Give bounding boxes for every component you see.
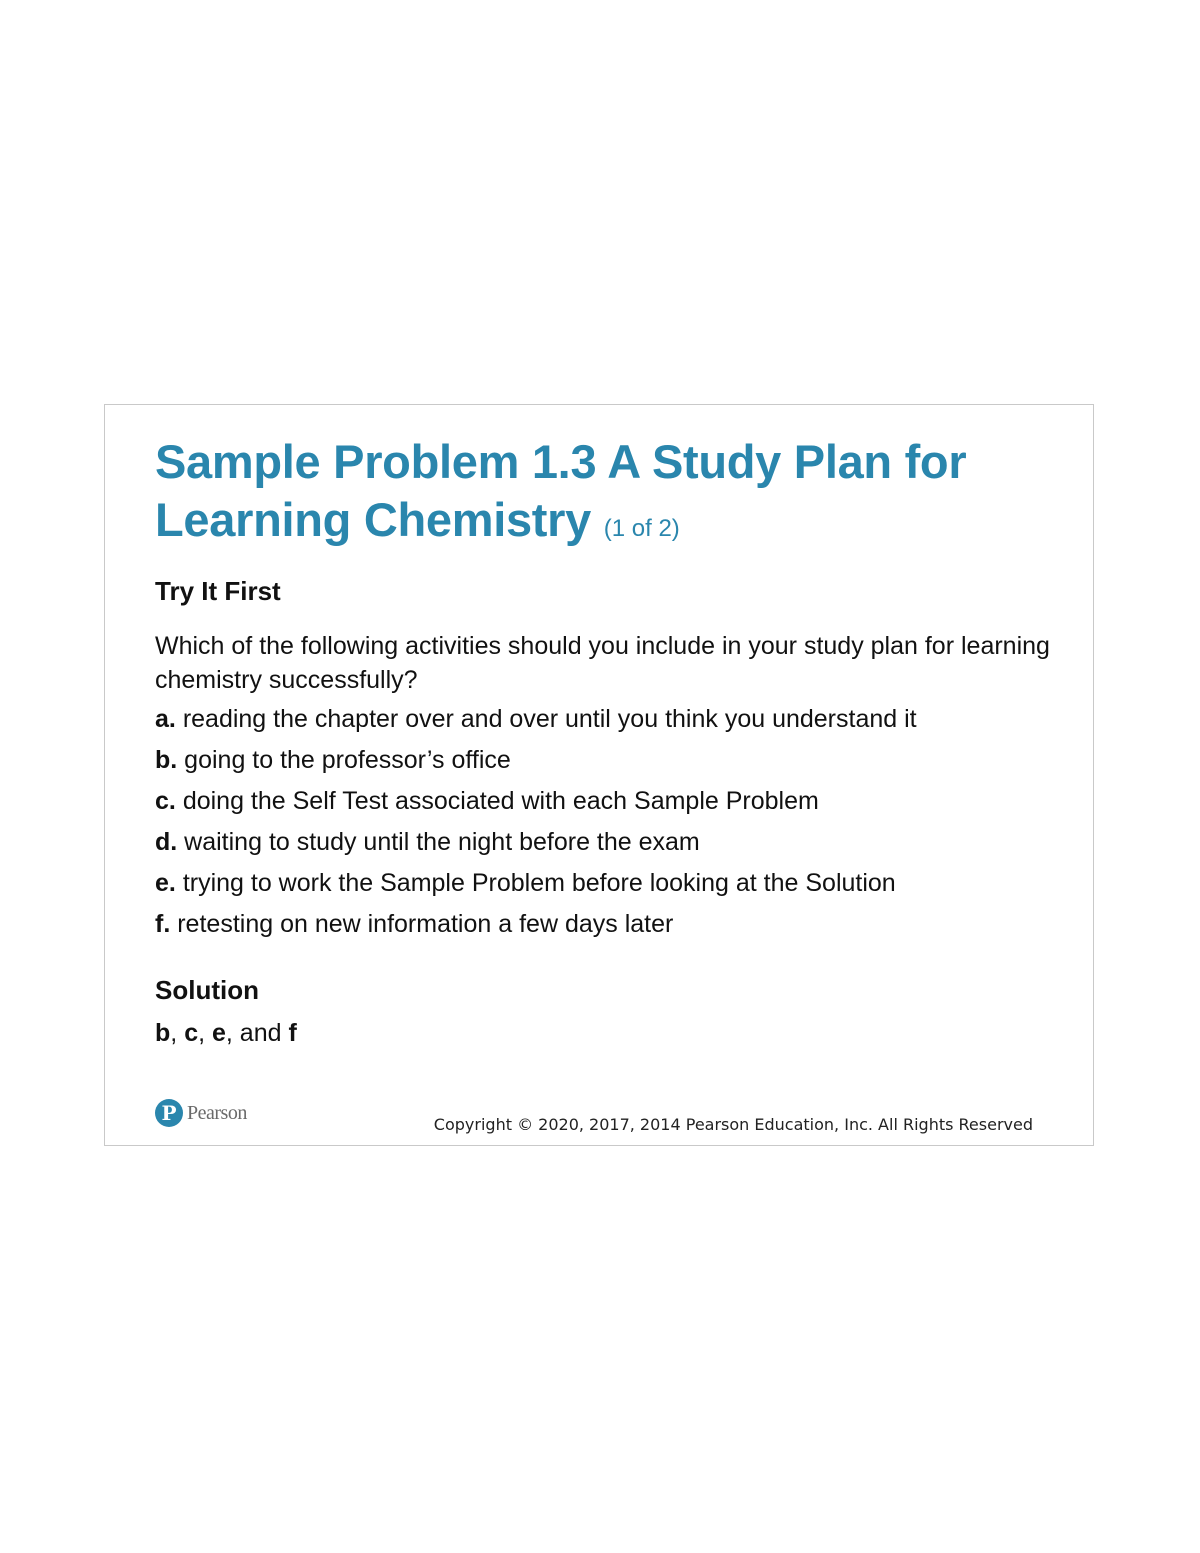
- option-letter: e.: [155, 869, 176, 897]
- logo-text: Pearson: [187, 1101, 247, 1124]
- answer-separator: , and: [225, 1019, 289, 1047]
- option-f: [155, 907, 917, 948]
- option-a: [155, 702, 917, 743]
- option-text: going to the professor’s office: [184, 746, 511, 774]
- option-letter: b.: [155, 746, 178, 774]
- answer-separator: ,: [170, 1019, 185, 1047]
- option-d: [155, 825, 917, 866]
- option-text: trying to work the Sample Problem before looking at the Solution: [182, 869, 896, 897]
- slide: [104, 404, 1094, 1146]
- answer-f: f: [288, 1019, 297, 1047]
- copyright-notice: Copyright © 2020, 2017, 2014 Pearson Education, Inc. All Rights Reserved: [433, 1115, 1033, 1134]
- try-it-first-heading: Try It First: [155, 576, 281, 606]
- option-text: retesting on new information a few days later: [177, 910, 674, 938]
- answer-b: b: [155, 1019, 171, 1047]
- solution-answer: [155, 1016, 297, 1050]
- pearson-p-icon: P: [155, 1099, 183, 1127]
- answer-separator: ,: [198, 1019, 212, 1047]
- option-e: [155, 866, 917, 907]
- option-b: [155, 743, 917, 784]
- solution-heading: Solution: [155, 975, 259, 1005]
- option-text: reading the chapter over and over until you think you understand it: [182, 705, 917, 733]
- title-text: Sample Problem 1.3 A Study Plan for Learning Chemistry: [155, 435, 967, 546]
- options-list: [155, 702, 917, 948]
- option-letter: d.: [155, 828, 178, 856]
- answer-c: c: [184, 1019, 199, 1047]
- question-text: Which of the following activities should you include in your study plan for learning chemistry successfully?: [155, 632, 1050, 694]
- page-title: [155, 433, 1055, 558]
- option-text: doing the Self Test associated with each Sample Problem: [182, 787, 819, 815]
- title-counter: (1 of 2): [603, 515, 680, 542]
- option-text: waiting to study until the night before the exam: [184, 828, 700, 856]
- option-letter: c.: [155, 787, 176, 815]
- option-letter: f.: [155, 910, 171, 938]
- pearson-logo: [155, 1099, 247, 1127]
- option-letter: a.: [155, 705, 176, 733]
- answer-e: e: [212, 1019, 226, 1047]
- option-c: [155, 784, 917, 825]
